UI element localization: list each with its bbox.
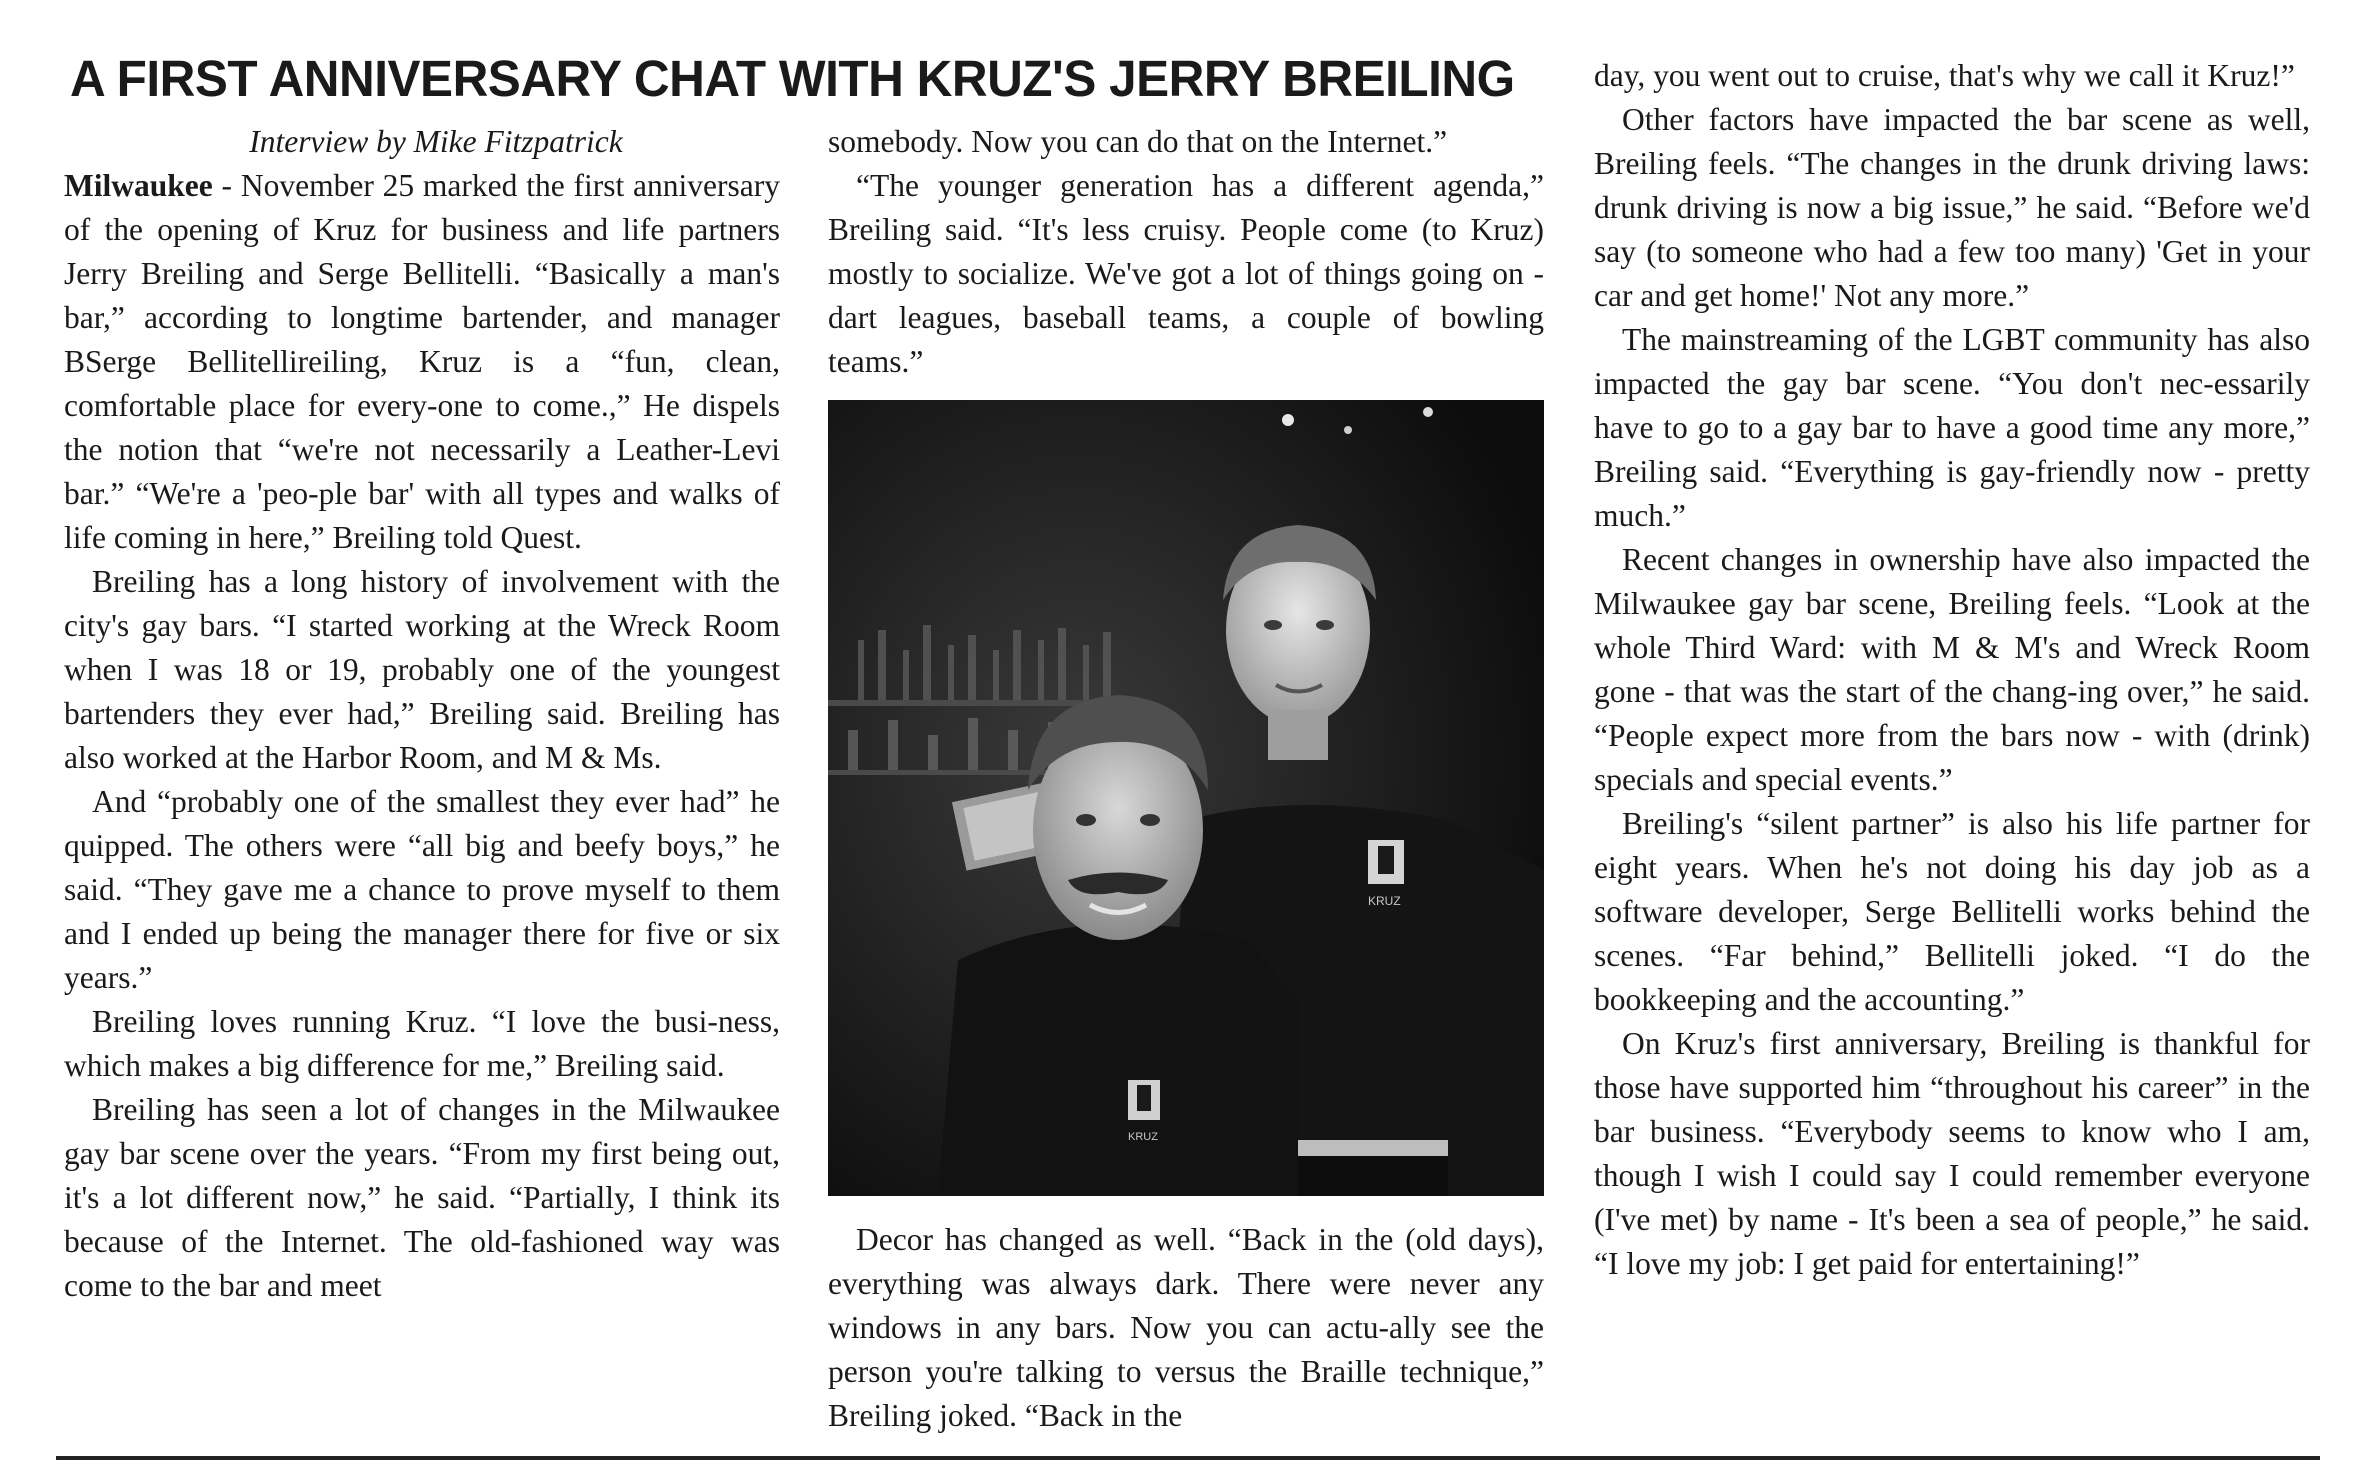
paragraph-2-3: Decor has changed as well. “Back in the (old days), everything was always dark. There were never any windows in any bars. Now you can actu-ally see the person you're talking to versus the Braille technique,” Breiling joked. “Back in the bbox=[828, 1222, 1544, 1433]
article-photo bbox=[828, 400, 1544, 1196]
paragraph-3-2: Other factors have impacted the bar scene as well, Breiling feels. “The changes in the drunk driving laws: drunk driving is now a big issue,” he said. “Before we'd say (to someone who had a few too many) 'Get in your car and get home!' Not any more.” bbox=[1594, 102, 2310, 313]
shirt-logo-left: KRUZ bbox=[1128, 1131, 1158, 1143]
byline: Interview by Mike Fitzpatrick bbox=[249, 124, 623, 159]
bottom-rule bbox=[56, 1456, 2320, 1460]
headline: A FIRST ANNIVERSARY CHAT WITH KRUZ'S JERRY BREILING bbox=[70, 50, 1515, 107]
paragraph-3-5: Breiling's “silent partner” is also his life partner for eight years. When he's not doing his day job as a software developer, Serge Bellitelli works behind the scenes. “Far behind,” Bellitelli joked. “I do the bookkeeping and the accounting.” bbox=[1594, 806, 2310, 1017]
paragraph-3-4: Recent changes in ownership have also impacted the Milwaukee gay bar scene, Breiling feels. “Look at the whole Third Ward: with M & M's and Wreck Room gone - that was the start of the chang-ing over,” he said. “People expect more from the bars now - with (drink) specials and special events.” bbox=[1594, 542, 2310, 797]
paragraph-1-5: Breiling has seen a lot of changes in the Milwaukee gay bar scene over the years. “From my first being out, it's a lot different now,” he said. “Partially, I think its because of the Internet. The old-fashioned way was come to the bar and meet bbox=[64, 1092, 780, 1303]
paragraph-1-1-text: - November 25 marked the first anniversary of the opening of Kruz for business and life partners Jerry Breiling and Serge Bellitelli. “Basically a man's bar,” according to longtime bartender, and manager BSerge Bellitellireiling, Kruz is a “fun, clean, comfortable place for every-one to come.,” He dispels the notion that “we're not necessarily a Leather-Levi bar.” “We're a 'peo-ple bar' with all types and walks of life coming in here,” Breiling told Quest. bbox=[64, 168, 780, 555]
shirt-logo-right: KRUZ bbox=[1368, 894, 1401, 908]
dateline: Milwaukee bbox=[64, 168, 213, 203]
paragraph-3-6: On Kruz's first anniversary, Breiling is thankful for those have supported him “throughout his career” in the bar business. “Everybody seems to know who I am, though I wish I could say I could remember everyone (I've met) by name - It's been a sea of people,” he said. “I love my job: I get paid for entertaining!” bbox=[1594, 1026, 2310, 1281]
paragraph-2-1: somebody. Now you can do that on the Internet.” bbox=[828, 124, 1448, 159]
paragraph-3-3: The mainstreaming of the LGBT community has also impacted the gay bar scene. “You don't nec-essarily have to go to a gay bar to have a good time any more,” Breiling said. “Everything is gay-friendly now - pretty much.” bbox=[1594, 322, 2310, 533]
column-1 bbox=[64, 120, 780, 1308]
paragraph-1-4: Breiling loves running Kruz. “I love the busi-ness, which makes a big difference for me,” Breiling said. bbox=[64, 1004, 780, 1083]
paragraph-2-2: “The younger generation has a different agenda,” Breiling said. “It's less cruisy. People come (to Kruz) mostly to socialize. We've got a lot of things going on - dart leagues, baseball teams, a couple of bowling teams.” bbox=[828, 168, 1544, 379]
column-2-bottom bbox=[828, 1218, 1544, 1438]
paragraph-1-1 bbox=[64, 164, 780, 560]
paragraph-3-1: day, you went out to cruise, that's why we call it Kruz!” bbox=[1594, 58, 2295, 93]
photo-illustration bbox=[828, 400, 1544, 1196]
column-2-top bbox=[828, 120, 1544, 384]
paragraph-1-2: Breiling has a long history of involvement with the city's gay bars. “I started working at the Wreck Room when I was 18 or 19, probably one of the youngest bartenders they ever had,” Breiling said. Breiling has also worked at the Harbor Room, and M & Ms. bbox=[64, 564, 780, 775]
column-3 bbox=[1594, 54, 2310, 1286]
paragraph-1-3: And “probably one of the smallest they ever had” he quipped. The others were “all big and beefy boys,” he said. “They gave me a chance to prove myself to them and I ended up being the manager there for five or six years.” bbox=[64, 784, 780, 995]
